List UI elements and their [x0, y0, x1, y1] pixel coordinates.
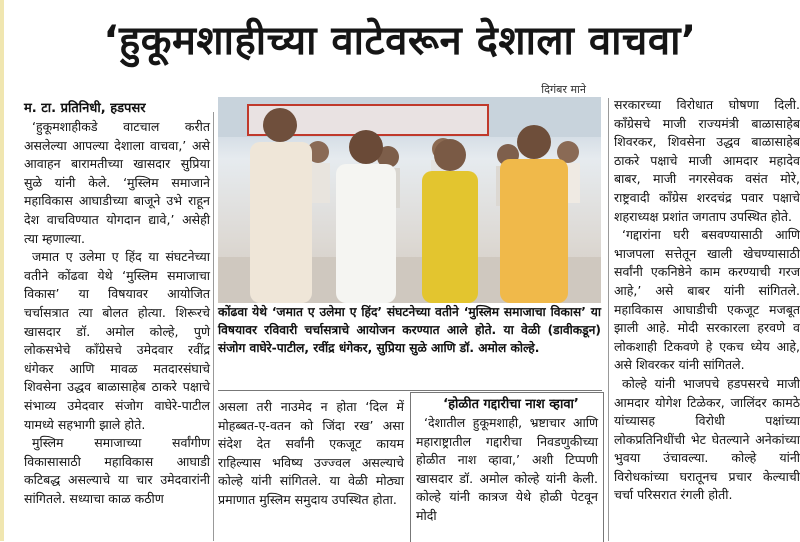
photo-credit: दिगंबर माने: [541, 83, 586, 96]
article-column-4: [614, 96, 800, 505]
paragraph: असला तरी नाउमेद न होता ‘दिल में मोहब्बत-ए-वतन को जिंदा रख’ असा संदेश देत सर्वांनी एकजूट कायम राहिल्यास भविष्य उज्ज्वल असल्याचे कोल्हे यांनी सांगितले. या वेळी मोठ्या प्रमाणात मुस्लिम समुदाय उपस्थित होता.: [218, 399, 404, 507]
article-column-2: [218, 398, 404, 510]
byline: म. टा. प्रतिनिधी, हडपसर: [24, 101, 146, 116]
column-rule: [608, 98, 609, 541]
news-photo: [218, 97, 601, 303]
paragraph: जमात ए उलेमा ए हिंद या संघटनेच्या वतीने कोंढवा येथे ‘मुस्लिम समाजाचा विकास’ या विषयावर आयोजित चर्चासत्रात त्या बोलत होत्या. शिरूरचे खासदार डॉ. अमोल कोल्हे, पुणे लोकसभेचे काँग्रेसचे उमेदवार रवींद्र धंगेकर आणि मावळ मतदारसंघाचे शिवसेना उद्धव बाळासाहेब ठाकरे पक्षाचे संभाव्य उमेदवार संजोग वाघेरे-पाटील यामध्ये सहभागी झाले होते.: [24, 249, 210, 432]
paragraph: ‘देशातील हुकूमशाही, भ्रष्टाचार आणि महाराष्ट्रातील गद्दारीचा निवडणुकीच्या होळीत नाश व्हावा,’ अशी टिप्पणी खासदार डॉ. अमोल कोल्हे यांनी केली. कोल्हे यांनी कात्रज येथे होळी पेटवून मोदी: [416, 415, 598, 523]
caption-rule: [218, 390, 602, 391]
group-photo-illustration: [218, 97, 601, 303]
box-title: ‘होळीत गद्दारीचा नाश व्हावा’: [443, 397, 579, 412]
paragraph: मुस्लिम समाजाच्या सर्वांगीण विकासासाठी महाविकास आघाडी कटिबद्ध असल्याचे या चार उमेदवारांनी सांगितले. सध्याचा काळ कठीण: [24, 435, 210, 506]
box-body: [416, 414, 598, 526]
article-column-1: [24, 118, 210, 508]
paragraph: ‘हुकूमशाहीकडे वाटचाल करीत असलेल्या आपल्या देशाला वाचवा,’ असे आवाहन बारामतीच्या खासदार सुप्रिया सुळे यांनी केले. ‘मुस्लिम समाजाने महाविकास आघाडीच्या बाजूने उभे राहून देश वाचविण्यात योगदान द्यावे,’ असेही त्या म्हणाल्या.: [24, 119, 210, 246]
photo-caption: कोंढवा येथे ‘जमात ए उलेमा ए हिंद’ संघटनेच्या वतीने ‘मुस्लिम समाजाचा विकास’ या विषयावर रविवारी चर्चासत्राचे आयोजन करण्यात आले होते. या वेळी (डावीकडून) संजोग वाघेरे-पाटील, रवींद्र धंगेकर, सुप्रिया सुळे आणि डॉ. अमोल कोल्हे.: [218, 305, 601, 355]
paragraph: कोल्हे यांनी भाजपचे हडपसरचे माजी आमदार योगेश टिळेकर, जालिंदर कामठे यांच्यासह विरोधी पक्षांच्या लोकप्रतिनिधींची भेट घेतल्याने अनेकांच्या भुवया उंचावल्या. कोल्हे यांनी विरोधकांच्या घरातूनच प्रचार केल्याची चर्चा परिसरात रंगली होती.: [614, 375, 800, 503]
paragraph: ‘गद्दारांना घरी बसवण्यासाठी आणि भाजपला सत्तेतून खाली खेचण्यासाठी सर्वांनी एकनिष्ठेने काम करण्याची गरज आहे,’ असे बाबर यांनी सांगितले. महाविकास आघाडीची एकजूट मजबूत झाली आहे. मोदी सरकारला हरवणे व लोकशाही टिकवणे हे एकच ध्येय आहे, असे शिवरकर यांनी सांगितले.: [614, 227, 800, 373]
paragraph: सरकारच्या विरोधात घोषणा दिली. काँग्रेसचे माजी राज्यमंत्री बाळासाहेब शिवरकर, शिवसेना उद्धव बाळासाहेब ठाकरे पक्षाचे माजी आमदार महादेव बाबर, माजी नगरसेवक वसंत मोरे, राष्ट्रवादी काँग्रेस शरदचंद्र पवार पक्षाचे शहराध्यक्ष प्रशांत जगताप उपस्थित होते.: [614, 97, 800, 224]
headline: ‘हुकूमशाहीच्या वाटेवरून देशाला वाचवा’: [103, 18, 697, 64]
column-rule: [213, 112, 214, 541]
